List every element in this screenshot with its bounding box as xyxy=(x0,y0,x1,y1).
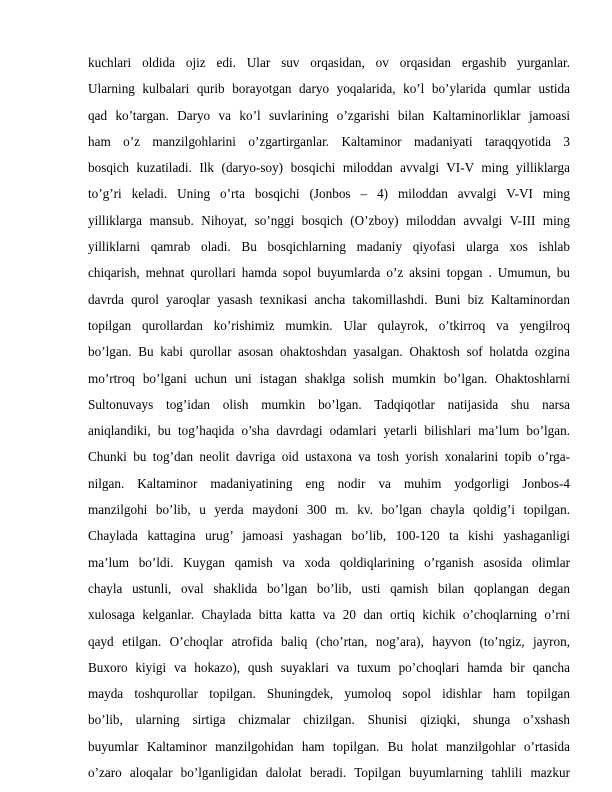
text-line: Chunki bu tog’dan neolit davriga oid ustaxona va tosh yorish xonalarini topib o’rga- xyxy=(88,449,570,465)
text-line: to’g’ri keladi. Uning o’rta bosqichi (Jonbos – 4) miloddan avvalgi V-VI ming xyxy=(88,186,570,202)
text-line: bo’lib, ularning sirtiga chizmalar chizilgan. Shunisi qiziqki, shunga o’xshash xyxy=(88,712,570,728)
text-line: xulosaga kelganlar. Chaylada bitta katta va 20 dan ortiq kichik o’choqlarning o’rni xyxy=(88,607,570,623)
text-line: yilliklarni qamrab oladi. Bu bosqichlarning madaniy qiyofasi ularga xos ishlab xyxy=(88,239,570,255)
text-line: aniqlandiki, bu tog’haqida o’sha davrdagi odamlari yetarli bilishlari ma’lum bo’lgan. xyxy=(88,423,570,439)
text-line: nilgan. Kaltaminor madaniyatining eng nodir va muhim yodgorligi Jonbos-4 xyxy=(88,475,570,491)
text-line: chiqarish, mehnat qurollari hamda sopol buyumlarda o’z aksini topgan . Umumun, bu xyxy=(88,265,570,281)
text-line: topilgan qurollardan ko’rishimiz mumkin. Ular qulayrok, o’tkirroq va yengilroq xyxy=(88,317,570,333)
text-line: Sultonuvays tog’idan olish mumkin bo’lgan. Tadqiqotlar natijasida shu narsa xyxy=(88,396,570,412)
text-line: bosqich kuzatiladi. Ilk (daryo-soy) bosqichi miloddan avvalgi VI-V ming yilliklarga xyxy=(88,160,570,176)
text-line: mo’rtroq bo’lgani uchun uni istagan shaklga solish mumkin bo’lgan. Ohaktoshlarni xyxy=(88,370,570,386)
text-line: yilliklarga mansub. Nihoyat, so’nggi bosqich (O’zboy) miloddan avvalgi V-III ming xyxy=(88,212,570,228)
text-line: ham o’z manzilgohlarini o’zgartirganlar. Kaltaminor madaniyati taraqqyotida 3 xyxy=(88,133,570,149)
document-body xyxy=(88,50,570,786)
text-line: manzilgohi bo’lib, u yerda maydoni 300 m. kv. bo’lgan chayla qoldig’i topilgan. xyxy=(88,502,570,518)
text-line: buyumlar Kaltaminor manzilgohidan ham topilgan. Bu holat manzilgohlar o’rtasida xyxy=(88,738,570,754)
text-line: qayd etilgan. O’choqlar atrofida baliq (cho’rtan, nog’ara), hayvon (to’ngiz, jayron, xyxy=(88,633,570,649)
text-line: kuchlari oldida ojiz edi. Ular suv orqasidan, ov orqasidan ergashib yurganlar. xyxy=(88,55,570,70)
text-line: o’zaro aloqalar bo’lganligidan dalolat beradi. Topilgan buyumlarning tahlili mazkur xyxy=(88,765,570,781)
text-line: Chaylada kattagina urug’ jamoasi yashagan bo’lib, 100-120 ta kishi yashaganligi xyxy=(88,528,570,544)
text-line: chayla ustunli, oval shaklida bo’lgan bo’lib, usti qamish bilan qoplangan degan xyxy=(88,580,570,596)
text-line: bo’lgan. Bu kabi qurollar asosan ohaktoshdan yasalgan. Ohaktosh sof holatda ozgina xyxy=(88,344,570,360)
text-line: Ularning kulbalari qurib borayotgan daryo yoqalarida, ko’l bo’ylarida qumlar ustida xyxy=(88,81,570,97)
text-line: qad ko’targan. Daryo va ko’l suvlarining o’zgarishi bilan Kaltaminorliklar jamoasi xyxy=(88,107,570,123)
text-line: Buxoro kiyigi va hokazo), qush suyaklari va tuxum po’choqlari hamda bir qancha xyxy=(88,659,570,675)
text-line: ma’lum bo’ldi. Kuygan qamish va xoda qoldiqlarining o’rganish asosida olimlar xyxy=(88,554,570,570)
text-line: davrda qurol yaroqlar yasash texnikasi ancha takomillashdi. Buni biz Kaltaminordan xyxy=(88,291,570,307)
text-line: mayda toshqurollar topilgan. Shuningdek, yumoloq sopol idishlar ham topilgan xyxy=(88,686,570,702)
